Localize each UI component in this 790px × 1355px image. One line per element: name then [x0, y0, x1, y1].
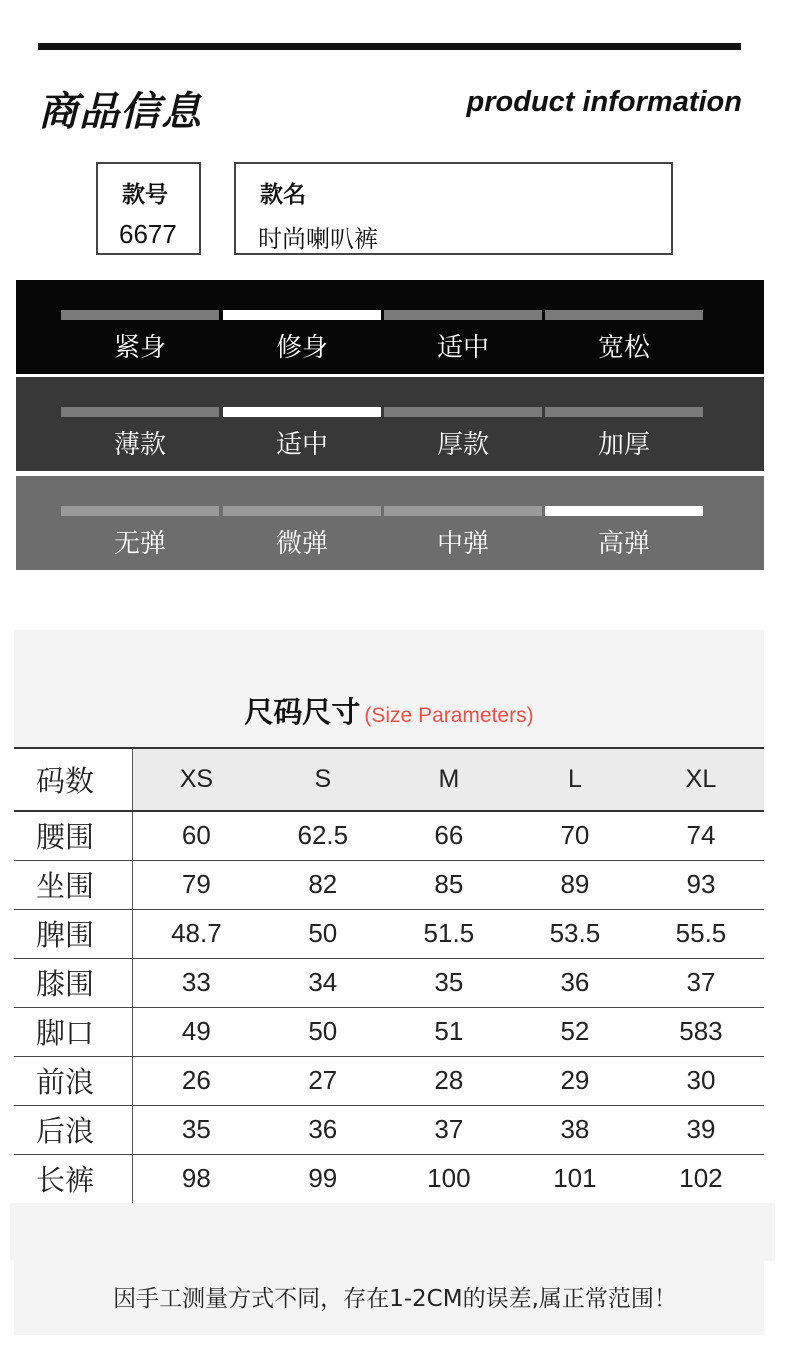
table-cell: 99: [308, 1163, 338, 1194]
product-name-label: 款名: [260, 182, 306, 208]
table-cell: 33: [133, 958, 260, 1007]
size-column-header: S: [260, 748, 386, 811]
elasticity-option: 微弹: [275, 529, 328, 559]
elasticity-segment: [545, 506, 703, 516]
size-table: [14, 747, 764, 1203]
table-cell: 30: [638, 1056, 764, 1105]
table-cell: 60: [133, 811, 260, 860]
table-cell: 79: [133, 860, 260, 909]
elasticity-segment: [61, 506, 219, 516]
table-cell: 101: [553, 1163, 597, 1194]
table-cell: 34: [260, 958, 386, 1007]
row-label: 后浪: [14, 1105, 133, 1154]
table-cell: 52: [512, 1007, 638, 1056]
table-cell: 48.7: [133, 909, 260, 958]
row-label: 脾围: [14, 909, 133, 958]
size-header-row: [14, 748, 764, 811]
product-code-box: [96, 162, 201, 255]
row-label: 前浪: [14, 1056, 133, 1105]
row-label: 膝围: [14, 958, 133, 1007]
table-cell: 82: [260, 860, 386, 909]
thickness-option: 厚款: [436, 430, 489, 460]
fit-scale: [16, 280, 764, 374]
size-column-header: L: [512, 748, 638, 811]
table-cell: 93: [638, 860, 764, 909]
thickness-segment: [223, 407, 381, 417]
elasticity-segment: [223, 506, 381, 516]
size-title: [14, 690, 764, 731]
thickness-scale: [16, 377, 764, 471]
table-cell: 62.5: [260, 811, 386, 860]
row-label: 坐围: [14, 860, 133, 909]
thickness-segment: [545, 407, 703, 417]
section-title-en: product information: [466, 86, 742, 118]
thickness-segment: [384, 407, 542, 417]
elasticity-option: 高弹: [597, 529, 650, 559]
table-cell: 74: [638, 811, 764, 860]
fit-segment: [223, 310, 381, 320]
table-row: [14, 958, 764, 1007]
table-row: [14, 860, 764, 909]
row-label: 腰围: [14, 811, 133, 860]
table-cell: 51: [386, 1007, 512, 1056]
product-code-value: 6677: [119, 219, 177, 249]
table-row: [14, 1056, 764, 1105]
table-cell: 35: [133, 1105, 260, 1154]
product-name-value: 时尚喇叭裤: [258, 225, 378, 253]
fit-option: 修身: [275, 333, 328, 363]
table-cell: 98: [181, 1163, 211, 1194]
row-label: 长裤: [14, 1154, 133, 1203]
thickness-segment: [61, 407, 219, 417]
table-cell: 27: [260, 1056, 386, 1105]
product-name-box: [234, 162, 673, 255]
table-row: [14, 909, 764, 958]
table-cell: 35: [386, 958, 512, 1007]
table-cell: 36: [512, 958, 638, 1007]
fit-option: 适中: [436, 333, 489, 363]
thickness-option: 薄款: [113, 430, 166, 460]
table-cell: 28: [386, 1056, 512, 1105]
table-cell: 583: [638, 1007, 764, 1056]
table-row: [14, 1105, 764, 1154]
table-cell: 102: [679, 1163, 723, 1194]
table-cell: 38: [512, 1105, 638, 1154]
table-cell: 36: [260, 1105, 386, 1154]
row-label: 脚口: [14, 1007, 133, 1056]
fit-option: 紧身: [113, 333, 166, 363]
table-cell: 37: [386, 1105, 512, 1154]
table-cell: 29: [512, 1056, 638, 1105]
table-cell: 50: [260, 1007, 386, 1056]
size-header-label: 码数: [14, 748, 133, 811]
table-row: [14, 811, 764, 860]
table-cell: 39: [638, 1105, 764, 1154]
table-cell: 50: [260, 909, 386, 958]
size-column-header: XS: [133, 748, 260, 811]
table-row: [14, 1007, 764, 1056]
size-column-header: XL: [638, 748, 764, 811]
fit-segment: [384, 310, 542, 320]
size-column-header: M: [386, 748, 512, 811]
table-cell: 70: [512, 811, 638, 860]
table-cell: 89: [512, 860, 638, 909]
fit-segment: [61, 310, 219, 320]
product-code-label: 款号: [122, 182, 168, 208]
table-cell: 85: [386, 860, 512, 909]
fit-segment: [545, 310, 703, 320]
size-title-en: (Size Parameters): [364, 704, 534, 727]
table-cell: 100: [427, 1163, 471, 1194]
thickness-option: 适中: [275, 430, 328, 460]
table-cell: 37: [638, 958, 764, 1007]
table-cell: 55.5: [638, 909, 764, 958]
table-cell: 49: [133, 1007, 260, 1056]
fit-option: 宽松: [597, 333, 650, 363]
table-cell: 51.5: [386, 909, 512, 958]
note-strip: [10, 1203, 775, 1261]
elasticity-scale: [16, 476, 764, 570]
table-cell: 66: [386, 811, 512, 860]
section-title: 商品信息: [38, 89, 202, 135]
measurement-note: 因手工测量方式不同，存在1-2CM的误差,属正常范围！: [113, 1286, 677, 1312]
table-cell: 53.5: [512, 909, 638, 958]
elasticity-option: 无弹: [113, 529, 166, 559]
size-title-cn: 尺码尺寸: [244, 695, 361, 729]
elasticity-option: 中弹: [436, 529, 489, 559]
table-row: [14, 1154, 764, 1203]
table-cell: 26: [133, 1056, 260, 1105]
elasticity-segment: [384, 506, 542, 516]
header-rule: [38, 43, 741, 50]
thickness-option: 加厚: [597, 430, 650, 460]
